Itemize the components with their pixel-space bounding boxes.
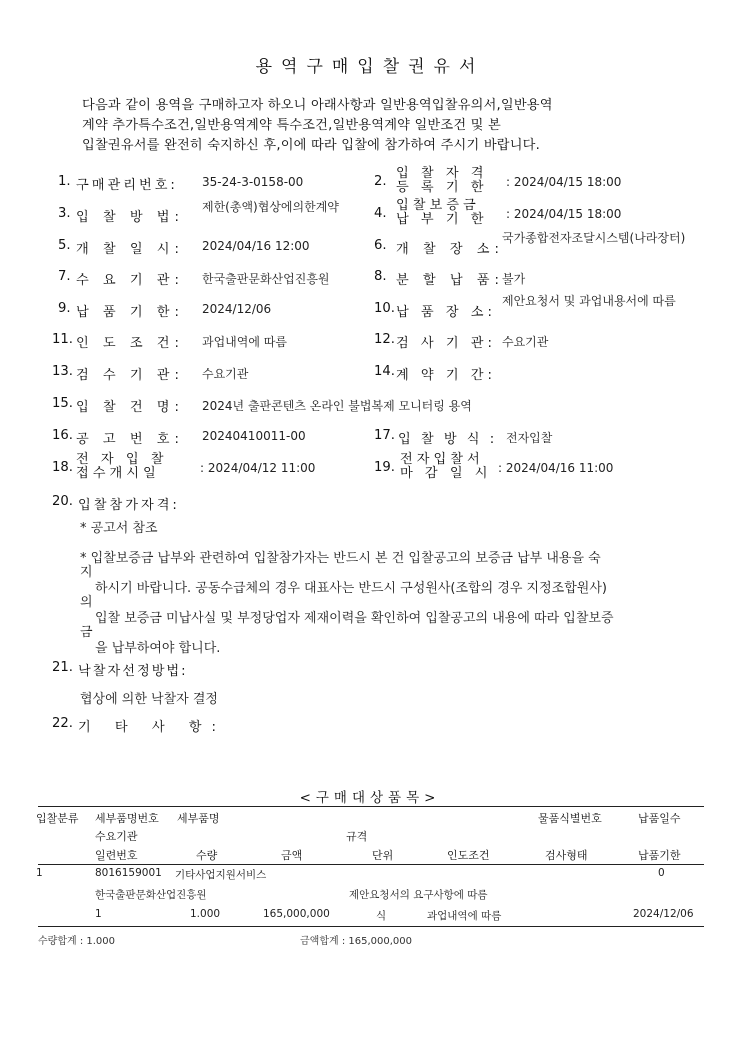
selection-method-value: 협상에 의한 낙찰자 결정 bbox=[80, 692, 218, 707]
item-12-label: 검 사 기 관: bbox=[396, 336, 496, 351]
row-delivery-days: 0 bbox=[658, 867, 665, 879]
qualification-note-4-wrap: 금 bbox=[80, 625, 93, 640]
item-16-label: 공 고 번 호: bbox=[76, 432, 184, 447]
qualification-note-5: 을 납부하여야 합니다. bbox=[95, 641, 221, 656]
item-15-number: 15. bbox=[52, 396, 73, 411]
header-bid-class: 입찰분류 bbox=[36, 812, 79, 825]
header-goods-id: 물품식별번호 bbox=[538, 812, 602, 825]
header-delivery-terms: 인도조건 bbox=[447, 849, 490, 862]
total-quantity: 수량합계 : 1.000 bbox=[38, 936, 115, 947]
item-7-number: 7. bbox=[58, 269, 71, 284]
item-9-number: 9. bbox=[58, 301, 71, 316]
item-18-value: : 2024/04/12 11:00 bbox=[200, 461, 316, 475]
item-16-number: 16. bbox=[52, 428, 73, 443]
row-item-name: 기타사업지원서비스 bbox=[175, 869, 267, 881]
item-16-value: 20240410011-00 bbox=[202, 429, 306, 443]
header-serial: 일련번호 bbox=[95, 849, 138, 862]
item-1-number: 1. bbox=[58, 174, 71, 189]
header-delivery-days: 납품일수 bbox=[638, 812, 681, 825]
item-2-label-line2: 등 록 기 한 bbox=[396, 180, 488, 195]
row-agency: 한국출판문화산업진흥원 bbox=[95, 889, 207, 901]
header-delivery-deadline: 납품기한 bbox=[638, 849, 681, 862]
header-amount: 금액 bbox=[281, 849, 303, 862]
item-7-label: 수 요 기 관: bbox=[76, 273, 184, 288]
goods-table-top-line bbox=[38, 806, 704, 807]
item-15-label: 입 찰 건 명: bbox=[76, 400, 184, 415]
item-17-number: 17. bbox=[374, 428, 395, 443]
header-quantity: 수량 bbox=[196, 849, 218, 862]
document-title: 용역구매입찰권유서 bbox=[255, 57, 485, 77]
item-1-label: 구매관리번호: bbox=[76, 178, 178, 193]
goods-section-title: <구매대상품목> bbox=[299, 790, 441, 806]
header-inspection-type: 검사형태 bbox=[545, 849, 588, 862]
intro-line-2: 계약 추가특수조건,일반용역계약 특수조건,일반용역계약 일반조건 및 본 bbox=[82, 118, 501, 133]
row-amount: 165,000,000 bbox=[263, 908, 330, 920]
item-17-value: 전자입찰 bbox=[506, 431, 553, 445]
item-6-number: 6. bbox=[374, 238, 387, 253]
item-8-value: 불가 bbox=[502, 272, 526, 286]
item-6-value: 국가종합전자조달시스템(나라장터) bbox=[502, 231, 686, 245]
item-6-label: 개 찰 장 소: bbox=[396, 242, 504, 257]
qualification-note-1: * 공고서 참조 bbox=[80, 521, 158, 536]
item-20-label: 입찰참가자격: bbox=[78, 498, 180, 513]
row-bid-class: 1 bbox=[36, 867, 43, 879]
item-13-label: 검 수 기 관: bbox=[76, 368, 184, 383]
item-22-label: 기 타 사 항: bbox=[78, 720, 226, 735]
item-12-value: 수요기관 bbox=[502, 335, 549, 349]
item-4-label-line2: 납 부 기 한 bbox=[396, 212, 488, 227]
item-14-label: 계 약 기 간: bbox=[396, 368, 496, 383]
row-item-code: 8016159001 bbox=[95, 867, 162, 879]
item-19-label-line1: 전자입찰서 bbox=[400, 452, 484, 467]
item-18-number: 18. bbox=[52, 460, 73, 475]
item-3-value: 제한(총액)협상에의한계약 bbox=[202, 200, 339, 214]
item-13-number: 13. bbox=[52, 364, 73, 379]
intro-line-1: 다음과 같이 용역을 구매하고자 하오니 아래사항과 일반용역입찰유의서,일반용역 bbox=[82, 98, 553, 113]
qualification-note-4: 입찰 보증금 미납사실 및 부정당업자 제재이력을 확인하여 입찰공고의 내용에 따라 입찰보증 bbox=[95, 611, 614, 626]
item-17-label: 입 찰 방 식 : bbox=[398, 432, 498, 447]
item-20-number: 20. bbox=[52, 494, 73, 509]
header-unit: 단위 bbox=[372, 849, 394, 862]
item-7-value: 한국출판문화산업진흥원 bbox=[202, 272, 330, 286]
item-15-value: 2024년 출판콘텐츠 온라인 불법복제 모니터링 용역 bbox=[202, 399, 472, 413]
item-4-number: 4. bbox=[374, 206, 387, 221]
item-11-label: 인 도 조 건: bbox=[76, 336, 184, 351]
intro-line-3: 입찰권유서를 완전히 숙지하신 후,이에 따라 입찰에 참가하여 주시기 바랍니다. bbox=[82, 138, 540, 153]
row-unit: 식 bbox=[376, 910, 387, 922]
qualification-note-3-wrap: 의 bbox=[80, 595, 93, 610]
item-2-number: 2. bbox=[374, 174, 387, 189]
item-13-value: 수요기관 bbox=[202, 367, 249, 381]
item-2-value: : 2024/04/15 18:00 bbox=[506, 175, 622, 189]
item-22-number: 22. bbox=[52, 716, 73, 731]
item-19-value: : 2024/04/16 11:00 bbox=[498, 461, 614, 475]
item-18-label-line1: 전 자 입 찰 bbox=[76, 452, 168, 467]
item-21-number: 21. bbox=[52, 660, 73, 675]
header-spec: 규격 bbox=[346, 830, 368, 843]
item-10-value: 제안요청서 및 과업내용서에 따름 bbox=[502, 294, 676, 308]
item-10-label: 납 품 장 소: bbox=[396, 305, 496, 320]
header-item-code: 세부품명번호 bbox=[95, 812, 159, 825]
item-9-value: 2024/12/06 bbox=[202, 302, 272, 316]
item-11-number: 11. bbox=[52, 332, 73, 347]
header-item-name: 세부품명 bbox=[177, 812, 220, 825]
row-delivery-terms: 과업내역에 따름 bbox=[427, 910, 502, 922]
item-3-number: 3. bbox=[58, 206, 71, 221]
total-amount: 금액합계 : 165,000,000 bbox=[300, 936, 412, 947]
item-21-label: 낙찰자선정방법: bbox=[78, 664, 188, 679]
row-delivery-deadline: 2024/12/06 bbox=[633, 908, 694, 920]
row-serial: 1 bbox=[95, 908, 102, 920]
header-agency: 수요기관 bbox=[95, 830, 138, 843]
item-19-label-line2: 마 감 일 시 bbox=[400, 466, 492, 481]
item-8-number: 8. bbox=[374, 269, 387, 284]
item-10-number: 10. bbox=[374, 301, 395, 316]
item-12-number: 12. bbox=[374, 332, 395, 347]
row-quantity: 1.000 bbox=[190, 908, 221, 920]
item-4-value: : 2024/04/15 18:00 bbox=[506, 207, 622, 221]
item-2-label-line1: 입 찰 자 격 bbox=[396, 166, 488, 181]
item-5-label: 개 찰 일 시: bbox=[76, 242, 184, 257]
item-1-value: 35-24-3-0158-00 bbox=[202, 175, 304, 189]
goods-table-header-line bbox=[38, 864, 704, 865]
item-8-label: 분 할 납 품: bbox=[396, 273, 504, 288]
qualification-note-3: 하시기 바랍니다. 공동수급체의 경우 대표사는 반드시 구성원사(조합의 경우 지정조합원사) bbox=[95, 581, 607, 596]
item-3-label: 입 찰 방 법: bbox=[76, 210, 184, 225]
item-18-label-line2: 접수개시일 bbox=[76, 466, 160, 481]
item-4-label-line1: 입찰보증금 bbox=[396, 198, 480, 213]
item-5-value: 2024/04/16 12:00 bbox=[202, 239, 310, 253]
row-spec: 제안요청서의 요구사항에 따름 bbox=[349, 889, 488, 901]
item-9-label: 납 품 기 한: bbox=[76, 305, 184, 320]
item-14-number: 14. bbox=[374, 364, 395, 379]
qualification-note-2: * 입찰보증금 납부와 관련하여 입찰참가자는 반드시 본 건 입찰공고의 보증금 납부 내용을 숙 bbox=[80, 551, 601, 566]
item-11-value: 과업내역에 따름 bbox=[202, 335, 287, 349]
qualification-note-2-wrap: 지 bbox=[80, 565, 93, 580]
item-5-number: 5. bbox=[58, 238, 71, 253]
goods-table-bottom-line bbox=[38, 926, 704, 927]
item-19-number: 19. bbox=[374, 460, 395, 475]
